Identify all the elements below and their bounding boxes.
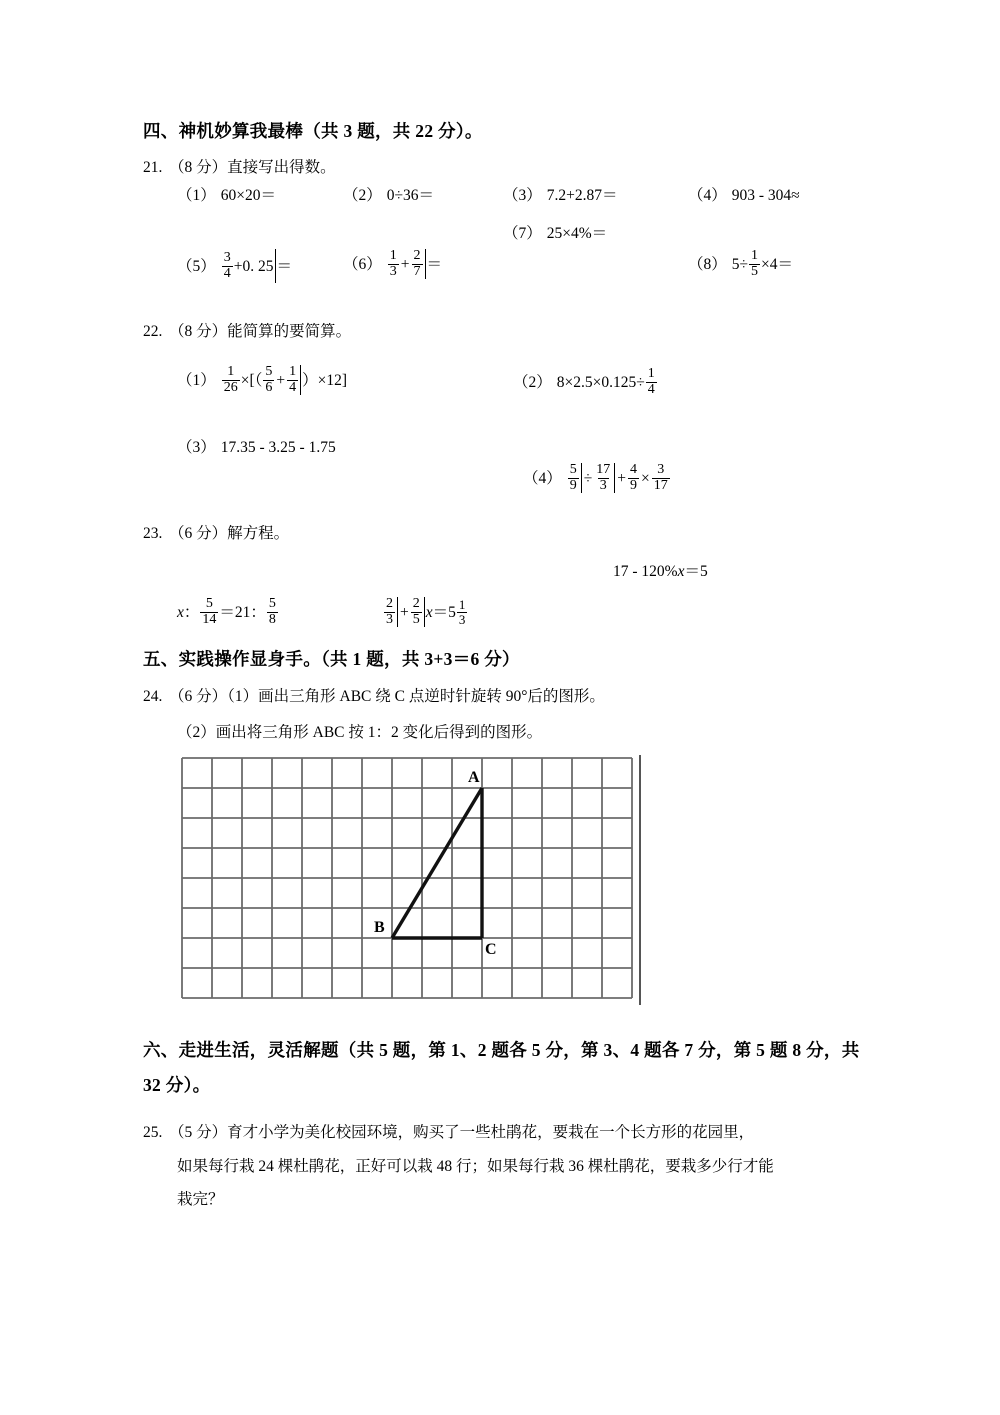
q21-item-4 — [688, 184, 800, 208]
vertex-label-a: A — [468, 768, 480, 786]
q21-expr-8-pre: 5÷ — [731, 256, 749, 274]
vertex-label-b: B — [374, 918, 385, 936]
q21-fraction-6b — [412, 249, 423, 279]
q23-frac2a-denominator: 3 — [386, 611, 393, 627]
q22-frac4c-numerator: 4 — [630, 462, 638, 478]
q21-row-1 — [143, 184, 873, 226]
q22-fraction-4b — [594, 463, 612, 493]
q21-frac5-denominator: 4 — [223, 265, 231, 281]
q22-frac4d-numerator: 3 — [657, 462, 665, 478]
q21-frac6b-denominator: 7 — [413, 263, 421, 279]
q21-expr-7: 25×4%＝ — [546, 225, 608, 243]
q21-expr-4: 903 - 304≈ — [731, 187, 800, 205]
q21-fraction-6a — [388, 249, 399, 279]
question-23-prompt: （6 分）解方程。 — [169, 525, 290, 543]
q21-row-2 — [143, 226, 873, 286]
q23-fraction-2c — [457, 598, 468, 626]
q22-fraction-1a — [222, 365, 240, 395]
q21-frac6b-numerator: 2 — [413, 248, 421, 264]
scan-rule-icon — [300, 365, 301, 395]
q23-frac1a-numerator: 5 — [205, 596, 213, 612]
q23-item-3 — [613, 560, 708, 584]
q23-frac2c-denominator: 3 — [458, 611, 466, 627]
question-21-head — [143, 156, 873, 180]
q21-label-2: （2） — [343, 187, 382, 205]
q21-expr-8-post: ×4＝ — [761, 256, 794, 274]
question-25-number: 25. — [143, 1124, 163, 1142]
q22-row-2 — [143, 436, 873, 514]
q21-item-1 — [177, 184, 276, 208]
q23-fraction-1a — [200, 597, 218, 627]
scan-rule-icon — [424, 597, 425, 627]
q22-item-2 — [513, 368, 658, 398]
q21-expr-2: 0÷36＝ — [386, 187, 435, 205]
q22-fraction-4a — [568, 463, 579, 493]
question-22 — [143, 320, 873, 514]
q21-fraction-8 — [749, 249, 760, 279]
q22-fraction-1c — [287, 365, 298, 395]
question-25-text-1: （5 分）育才小学为美化校园环境，购买了一些杜鹃花，要栽在一个长方形的花园里， — [169, 1124, 755, 1142]
q22-item-1 — [177, 366, 347, 396]
figure-right-border — [639, 755, 641, 1005]
q22-label-4: （4） — [523, 470, 562, 488]
q22-frac4a-denominator: 9 — [569, 477, 577, 493]
q22-frac1c-denominator: 4 — [289, 379, 297, 395]
q21-label-4: （4） — [688, 187, 727, 205]
q22-frac4b-denominator: 3 — [599, 477, 607, 493]
scan-rule-icon — [275, 249, 276, 283]
q22-frac4d-denominator: 17 — [653, 477, 668, 493]
q21-label-6: （6） — [343, 256, 382, 274]
question-21-prompt: （8 分）直接写出得数。 — [169, 159, 336, 177]
q22-frac4b-numerator: 17 — [596, 462, 611, 478]
q23-expr-3-pre: 17 - 120% — [613, 563, 678, 581]
q23-item-1 — [177, 598, 279, 628]
q23-frac1a-denominator: 14 — [202, 611, 217, 627]
q23-expr-2-variable: x — [425, 604, 433, 622]
q22-expr-3: 17.35 - 3.25 - 1.75 — [220, 439, 336, 457]
question-23 — [143, 522, 873, 640]
q22-expr-1-plus: + — [276, 372, 286, 390]
q22-expr-4-divide: ÷ — [583, 470, 593, 488]
scan-rule-icon — [581, 463, 582, 493]
q23-item-2 — [383, 598, 468, 628]
question-23-number: 23. — [143, 525, 163, 543]
q22-label-2: （2） — [513, 374, 552, 392]
q21-item-5 — [177, 250, 292, 284]
q22-frac1a-numerator: 1 — [227, 364, 235, 380]
q22-item-4 — [523, 464, 671, 494]
q23-expr-3-variable: x — [677, 563, 685, 581]
q23-expr-1-colon: ： — [183, 604, 200, 622]
question-24-prompt: （6 分）（1）画出三角形 ABC 绕 C 点逆时针旋转 90°后的图形。 — [169, 687, 605, 705]
question-22-head — [143, 320, 873, 344]
q23-fraction-2a — [384, 597, 395, 627]
q21-label-5: （5） — [177, 258, 216, 276]
q21-frac8-numerator: 1 — [751, 248, 759, 264]
q22-expr-1-mid: ×[（ — [240, 372, 263, 390]
q23-fraction-1b — [267, 597, 278, 627]
q23-frac2a-numerator: 2 — [386, 596, 393, 612]
question-21-number: 21. — [143, 159, 163, 177]
question-24 — [143, 685, 873, 1007]
q22-frac1b-denominator: 6 — [265, 379, 273, 395]
question-25 — [143, 1116, 873, 1216]
scan-rule-icon — [397, 597, 398, 627]
q22-expr-4-multiply: × — [641, 470, 650, 488]
q23-frac2b-numerator: 2 — [412, 596, 420, 612]
q22-item-3 — [177, 436, 336, 460]
question-25-line2: 如果每行栽 24 棵杜鹃花，正好可以栽 48 行；如果每行栽 36 棵杜鹃花，要栽多少行才能 — [177, 1157, 774, 1175]
question-24-line2: （2）画出将三角形 ABC 按 1：2 变化后得到的图形。 — [177, 723, 543, 741]
scan-rule-icon — [425, 249, 426, 279]
question-24-head — [143, 685, 873, 709]
q23-expr-2-equals: ＝5 — [432, 604, 456, 622]
question-22-number: 22. — [143, 323, 163, 341]
triangle-side-ab — [392, 788, 482, 938]
q21-item-8 — [688, 250, 793, 280]
q21-frac6a-denominator: 3 — [389, 263, 397, 279]
section-heading-four: 四、神机妙算我最棒（共 3 题，共 22 分）。 — [143, 121, 483, 141]
q22-frac4a-numerator: 5 — [569, 462, 577, 478]
q22-expr-1-tail: ）×12] — [302, 372, 348, 390]
q22-frac2-denominator: 4 — [647, 381, 655, 397]
q21-item-2 — [343, 184, 434, 208]
vertex-label-c: C — [485, 940, 497, 958]
q22-label-1: （1） — [177, 372, 216, 390]
q23-row-1 — [143, 560, 873, 640]
q23-frac1b-denominator: 8 — [268, 611, 276, 627]
q21-expr-5-tail: +0. 25 — [233, 258, 274, 276]
section-heading-five: 五、实践操作显身手。（共 1 题，共 3+3＝6 分） — [143, 649, 520, 670]
q21-expr-6-equals: ＝ — [426, 256, 443, 274]
q21-frac5-numerator: 3 — [223, 250, 231, 266]
q21-label-1: （1） — [177, 187, 216, 205]
question-22-prompt: （8 分）能简算的要简算。 — [169, 323, 352, 341]
q22-expr-2-pre: 8×2.5×0.125÷ — [556, 374, 645, 392]
q22-frac4c-denominator: 9 — [630, 477, 638, 493]
q23-expr-1-variable: x — [177, 604, 184, 622]
page-content — [143, 118, 873, 1222]
q23-fraction-2b — [411, 597, 422, 627]
q21-expr-6-plus: + — [400, 256, 410, 274]
q23-expr-2-plus: + — [400, 604, 409, 622]
q23-frac1b-numerator: 5 — [268, 596, 276, 612]
question-25-line3: 栽完？ — [177, 1190, 224, 1208]
triangle-grid-figure — [179, 755, 641, 1007]
q21-expr-3: 7.2+2.87＝ — [546, 187, 618, 205]
q22-fraction-1b — [263, 365, 274, 395]
q23-expr-3-tail: ＝5 — [684, 563, 708, 581]
question-24-number: 24. — [143, 687, 163, 705]
q21-item-7 — [503, 222, 607, 246]
q21-frac6a-numerator: 1 — [389, 248, 397, 264]
q22-frac1c-numerator: 1 — [289, 364, 297, 380]
q21-expr-1: 60×20＝ — [220, 187, 277, 205]
q22-frac2-numerator: 1 — [647, 366, 655, 382]
q21-fraction-5 — [222, 251, 233, 281]
q23-expr-1-equals: ＝21： — [219, 604, 266, 622]
q23-frac2b-denominator: 5 — [412, 611, 420, 627]
q22-fraction-2 — [646, 367, 657, 397]
q21-label-7: （7） — [503, 225, 542, 243]
q23-frac2c-numerator: 1 — [458, 597, 466, 613]
q21-item-3 — [503, 184, 618, 208]
question-25-line1 — [143, 1116, 873, 1149]
grid-svg — [179, 755, 635, 1001]
question-23-head — [143, 522, 873, 546]
q22-row-1 — [143, 366, 873, 436]
scan-rule-icon — [614, 463, 615, 493]
q21-item-6 — [343, 250, 442, 280]
q21-label-8: （8） — [688, 256, 727, 274]
q22-frac1b-numerator: 5 — [265, 364, 273, 380]
question-21 — [143, 156, 873, 286]
q22-frac1a-denominator: 26 — [223, 379, 238, 395]
section-heading-six: 六、走进生活，灵活解题（共 5 题，第 1、2 题各 5 分，第 3、4 题各 7 分，第 5 题 8 分，共 32 分）。 — [143, 1039, 860, 1096]
q22-expr-4-plus: + — [617, 470, 627, 488]
q21-label-3: （3） — [503, 187, 542, 205]
q22-label-3: （3） — [177, 439, 216, 457]
q21-frac8-denominator: 5 — [751, 263, 759, 279]
q21-expr-5-equals: ＝ — [276, 258, 293, 276]
q22-fraction-4d — [652, 463, 670, 493]
q22-fraction-4c — [628, 463, 639, 493]
